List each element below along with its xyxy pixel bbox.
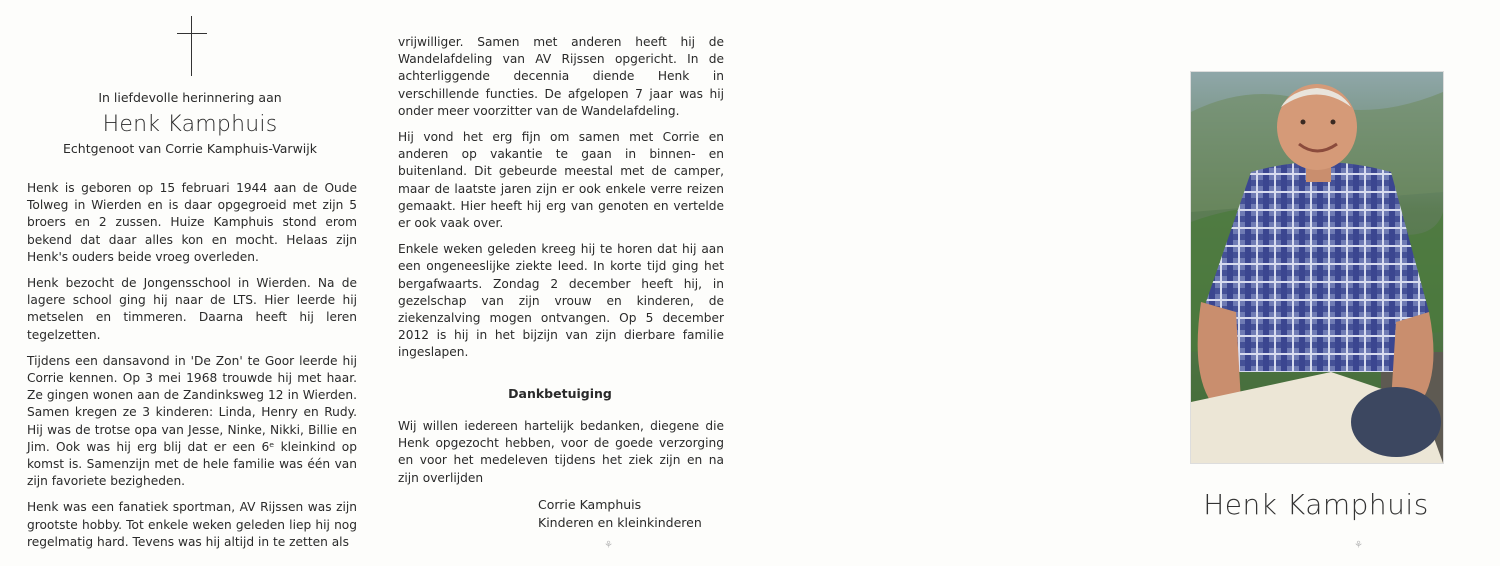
- signature-line-1: Corrie Kamphuis: [538, 497, 642, 512]
- printer-mark-icon: ⚘: [604, 540, 613, 551]
- deceased-name-large: Henk Kamphuis: [1203, 488, 1429, 521]
- spouse-line: Echtgenoot van Corrie Kamphuis-Varwijk: [63, 141, 317, 156]
- portrait-photo: [1190, 71, 1444, 464]
- deceased-name: Henk Kamphuis: [102, 112, 278, 137]
- thanks-text: [398, 418, 724, 496]
- signature: [538, 496, 702, 532]
- cross-icon: [177, 16, 207, 76]
- printer-mark-icon: ⚘: [1354, 540, 1363, 551]
- paragraph: Enkele weken geleden kreeg hij te horen dat hij aan een ongeneeslijke ziekte leed. In korte tijd ging het bergafwaarts. Zondag 2 december heeft hij, in gezelschap van zijn vrouw en kinderen, de ziekenzalving mogen ontvangen. Op 5 december 2012 is hij in het bijzijn van zijn dierbare familie ingeslapen.: [398, 242, 724, 360]
- intro-text: In liefdevolle herinnering aan: [98, 90, 282, 105]
- paragraph: Henk is geboren op 15 februari 1944 aan de Oude Tolweg in Wierden en is daar opgegroeid met zijn 5 broers en 2 zussen. Huize Kamphuis stond erom bekend dat daar alles kon en mocht. Helaas zijn Henk's ouders beide vroeg overleden.: [27, 181, 357, 264]
- thanks-title: Dankbetuiging: [508, 386, 612, 401]
- paragraph: Tijdens een dansavond in 'De Zon' te Goor leerde hij Corrie kennen. Op 3 mei 1968 trouwde hij met haar. Ze gingen wonen aan de Zandinksweg 12 in Wierden. Samen kregen ze 3 kinderen: Linda, Henry en Rudy. Hij was de trotse opa van Jesse, Ninke, Nikki, Billie en Jim. Ook was hij erg blij dat er een 6ᵉ kleinkind op komst is. Samenzijn met de hele familie was één van zijn favoriete bezigheden.: [27, 353, 357, 489]
- paragraph: vrijwilliger. Samen met anderen heeft hij de Wandelafdeling van AV Rijssen opgericht. In de achterliggende decennia diende Henk in verschillende functies. De afgelopen 7 jaar was hij onder meer voorzitter van de Wandelafdeling.: [398, 35, 724, 118]
- biography-text-middle: [398, 34, 724, 371]
- signature-line-2: Kinderen en kleinkinderen: [538, 515, 702, 530]
- paragraph: Henk bezocht de Jongensschool in Wierden. Na de lagere school ging hij naar de LTS. Hier leerde hij metselen en timmeren. Daarna heeft hij leren tegelzetten.: [27, 276, 357, 342]
- biography-text-left: [27, 180, 357, 560]
- paragraph: Hij vond het erg fijn om samen met Corrie en anderen op vakantie te gaan in binnen- en buitenland. Dit gebeurde meestal met de camper, maar de laatste jaren zijn er ook enkele verre reizen gemaakt. Hier heeft hij erg van genoten en vertelde er ook vaak over.: [398, 130, 724, 231]
- paragraph: Wij willen iedereen hartelijk bedanken, diegene die Henk opgezocht hebben, voor de goede verzorging en voor het medeleven tijdens het ziek zijn en na zijn overlijden: [398, 419, 724, 485]
- paragraph: Henk was een fanatiek sportman, AV Rijssen was zijn grootste hobby. Tot enkele weken geleden liep hij nog regelmatig hard. Tevens was hij altijd in te zetten als: [27, 500, 357, 549]
